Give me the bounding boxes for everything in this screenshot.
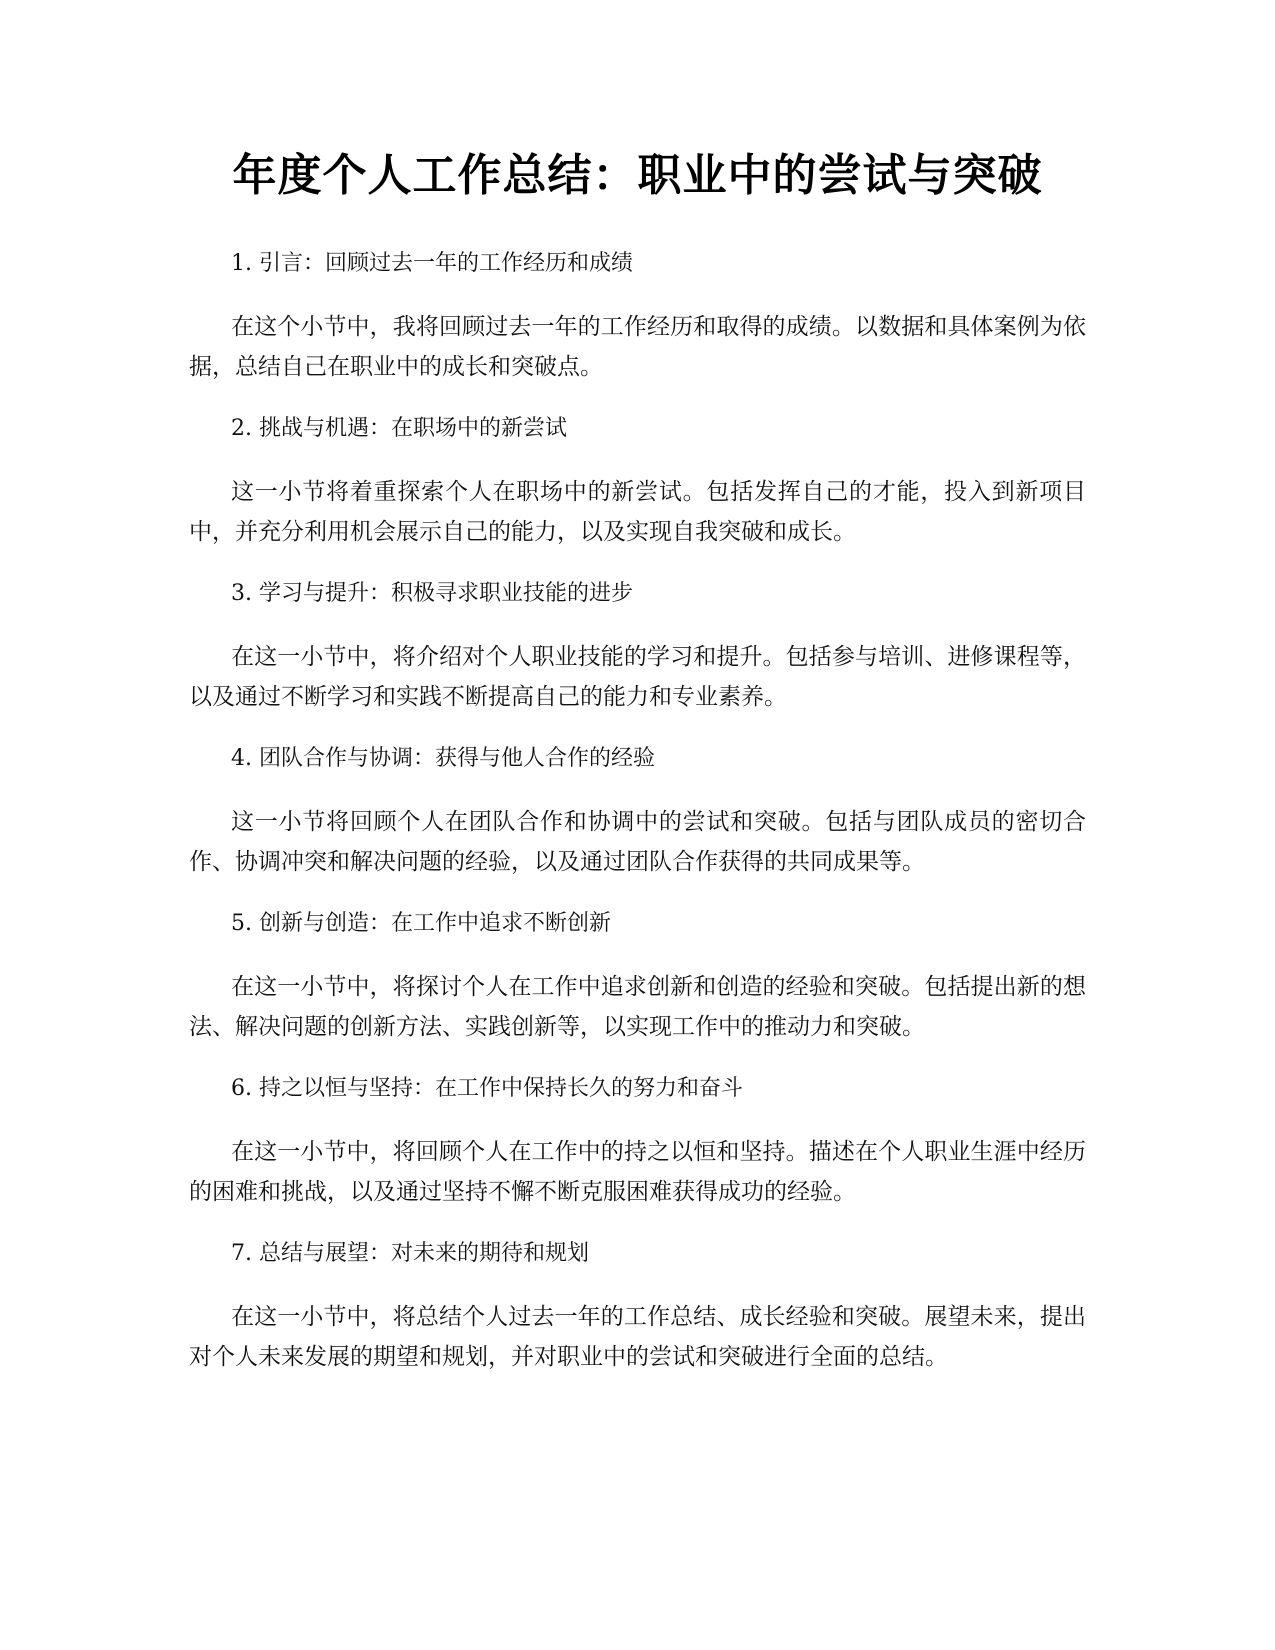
section-heading-2: 2. 挑战与机遇：在职场中的新尝试 xyxy=(231,416,567,441)
section-heading-5: 5. 创新与创造：在工作中追求不断创新 xyxy=(231,911,611,936)
section-body-3: 在这一小节中，将介绍对个人职业技能的学习和提升。包括参与培训、进修课程等，以及通过不断学习和实践不断提高自己的能力和专业素养。 xyxy=(189,644,1086,710)
section-heading-3: 3. 学习与提升：积极寻求职业技能的进步 xyxy=(231,581,633,606)
document-title: 年度个人工作总结：职业中的尝试与突破 xyxy=(232,150,1043,201)
section-body-1: 在这个小节中，我将回顾过去一年的工作经历和取得的成绩。以数据和具体案例为依据，总结自己在职业中的成长和突破点。 xyxy=(189,314,1086,380)
section-body-6: 在这一小节中，将回顾个人在工作中的持之以恒和坚持。描述在个人职业生涯中经历的困难和挑战，以及通过坚持不懈不断克服困难获得成功的经验。 xyxy=(189,1139,1086,1205)
document-body xyxy=(189,248,1086,1403)
section-body-5: 在这一小节中，将探讨个人在工作中追求创新和创造的经验和突破。包括提出新的想法、解决问题的创新方法、实践创新等，以实现工作中的推动力和突破。 xyxy=(189,974,1086,1040)
section-heading-4: 4. 团队合作与协调：获得与他人合作的经验 xyxy=(231,746,655,771)
section-heading-7: 7. 总结与展望：对未来的期待和规划 xyxy=(231,1241,589,1266)
section-body-7: 在这一小节中，将总结个人过去一年的工作总结、成长经验和突破。展望未来，提出对个人未来发展的期望和规划，并对职业中的尝试和突破进行全面的总结。 xyxy=(189,1304,1086,1370)
section-heading-6: 6. 持之以恒与坚持：在工作中保持长久的努力和奋斗 xyxy=(231,1076,743,1101)
section-body-4: 这一小节将回顾个人在团队合作和协调中的尝试和突破。包括与团队成员的密切合作、协调冲突和解决问题的经验，以及通过团队合作获得的共同成果等。 xyxy=(189,809,1086,875)
section-body-2: 这一小节将着重探索个人在职场中的新尝试。包括发挥自己的才能，投入到新项目中，并充分利用机会展示自己的能力，以及实现自我突破和成长。 xyxy=(189,479,1086,545)
section-heading-1: 1. 引言：回顾过去一年的工作经历和成绩 xyxy=(231,251,633,276)
